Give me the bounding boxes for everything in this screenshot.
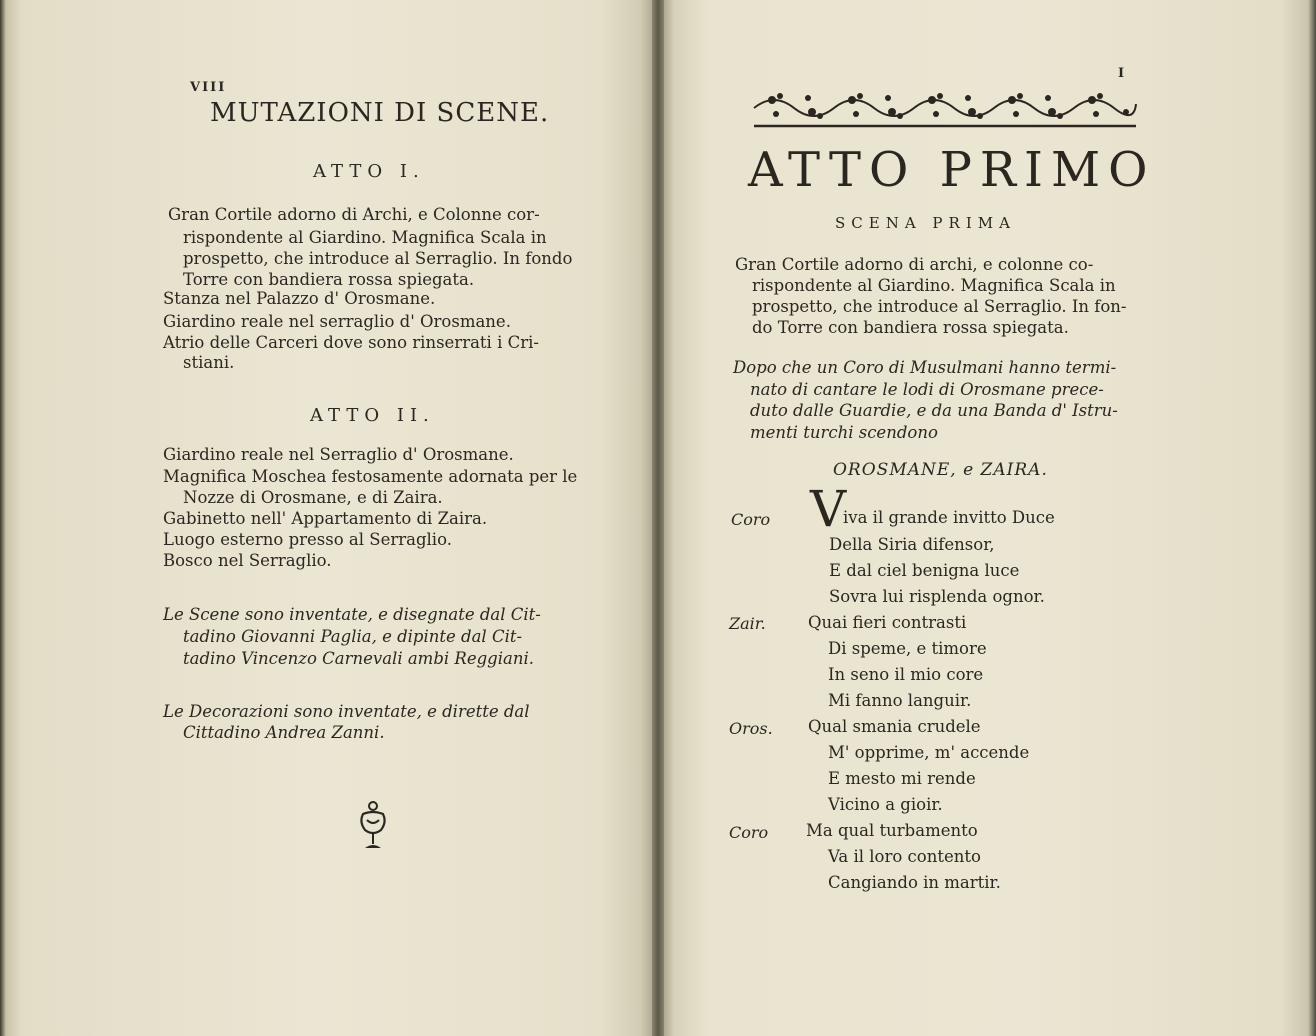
speaker-label: Zair. bbox=[729, 614, 766, 633]
act2-line: Gabinetto nell' Appartamento di Zaira. bbox=[163, 509, 488, 528]
scenes-credit-line: tadino Vincenzo Carnevali ambi Reggiani. bbox=[183, 649, 534, 668]
left-page-number: VIII bbox=[190, 80, 227, 95]
act1-line: prospetto, che introduce al Serraglio. In fondo bbox=[183, 249, 573, 268]
speaker-label: Oros. bbox=[729, 719, 773, 738]
act1-line: stiani. bbox=[183, 353, 235, 372]
speaker-label: Coro bbox=[729, 823, 769, 842]
act-title: ATTO PRIMO bbox=[748, 142, 1156, 198]
verse-line: Qual smania crudele bbox=[808, 717, 981, 736]
stage-direction-line: menti turchi scendono bbox=[750, 423, 938, 442]
verse-line: E dal ciel benigna luce bbox=[829, 561, 1020, 580]
characters-heading: OROSMANE, e ZAIRA. bbox=[833, 460, 1048, 480]
stage-direction-line: Dopo che un Coro di Musulmani hanno termi- bbox=[733, 358, 1117, 377]
act1-line: Gran Cortile adorno di Archi, e Colonne cor- bbox=[168, 205, 540, 224]
verse-line: M' opprime, m' accende bbox=[828, 743, 1030, 762]
setting-line: rispondente al Giardino. Magnifica Scala in bbox=[752, 276, 1116, 295]
setting-line: Gran Cortile adorno di archi, e colonne co- bbox=[735, 255, 1094, 274]
right-page-number: I bbox=[1118, 66, 1127, 81]
verse-line: Vicino a gioir. bbox=[828, 795, 943, 814]
decorations-credit-line: Le Decorazioni sono inventate, e dirette dal bbox=[163, 702, 530, 721]
act1-line: Giardino reale nel serraglio d' Orosmane. bbox=[163, 312, 511, 331]
act2-line: Bosco nel Serraglio. bbox=[163, 551, 332, 570]
verse-line: Va il loro contento bbox=[828, 847, 981, 866]
grapevine-ornament-icon bbox=[750, 86, 1140, 130]
act1-line: Torre con bandiera rossa spiegata. bbox=[183, 270, 475, 289]
verse-line: E mesto mi rende bbox=[828, 769, 976, 788]
act1-line: Stanza nel Palazzo d' Orosmane. bbox=[163, 289, 436, 308]
speaker-label: Coro bbox=[731, 510, 771, 529]
verse-line: In seno il mio core bbox=[828, 665, 984, 684]
left-page-title: MUTAZIONI DI SCENE. bbox=[210, 98, 550, 128]
decorations-credit-line: Cittadino Andrea Zanni. bbox=[183, 723, 385, 742]
verse-line: Sovra lui risplenda ognor. bbox=[829, 587, 1045, 606]
scenes-credit-line: tadino Giovanni Paglia, e dipinte dal Cit- bbox=[183, 627, 523, 646]
scene-heading: SCENA PRIMA bbox=[835, 214, 1016, 232]
setting-line: do Torre con bandiera rossa spiegata. bbox=[752, 318, 1069, 337]
act2-line: Magnifica Moschea festosamente adornata per le bbox=[163, 467, 578, 486]
act2-line: Nozze di Orosmane, e di Zaira. bbox=[183, 488, 443, 507]
drop-cap: V bbox=[810, 480, 847, 538]
verse-line: Mi fanno languir. bbox=[828, 691, 972, 710]
act2-heading: ATTO II. bbox=[310, 405, 435, 426]
act1-heading: ATTO I. bbox=[313, 161, 425, 182]
verse-line: Quai fieri contrasti bbox=[808, 613, 967, 632]
verse-line: Di speme, e timore bbox=[828, 639, 987, 658]
book-gutter bbox=[652, 0, 664, 1036]
act1-line: rispondente al Giardino. Magnifica Scala in bbox=[183, 228, 547, 247]
verse-line: Cangiando in martir. bbox=[828, 873, 1001, 892]
act2-line: Luogo esterno presso al Serraglio. bbox=[163, 530, 452, 549]
act1-line: Atrio delle Carceri dove sono rinserrati i Cri- bbox=[163, 333, 539, 352]
verse-line: Ma qual turbamento bbox=[806, 821, 978, 840]
scenes-credit-line: Le Scene sono inventate, e disegnate dal Cit- bbox=[163, 605, 541, 624]
act2-line: Giardino reale nel Serraglio d' Orosmane. bbox=[163, 445, 514, 464]
setting-line: prospetto, che introduce al Serraglio. In fon- bbox=[752, 297, 1127, 316]
stage-direction-line: duto dalle Guardie, e da una Banda d' Istru- bbox=[750, 401, 1118, 420]
verse-line: iva il grande invitto Duce bbox=[843, 508, 1055, 527]
urn-emblem-icon bbox=[355, 800, 391, 854]
verse-line: Della Siria difensor, bbox=[829, 535, 995, 554]
stage-direction-line: nato di cantare le lodi di Orosmane prece- bbox=[750, 380, 1104, 399]
